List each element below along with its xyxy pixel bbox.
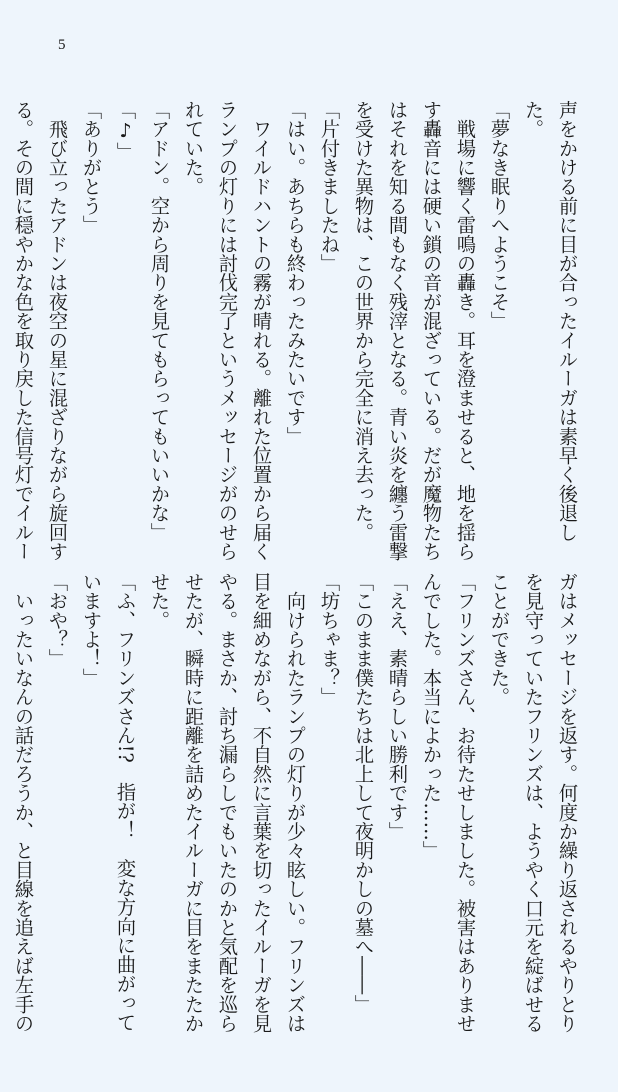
text-line: やる。まさか、討ち漏らしでもいたのかと気配を巡ら bbox=[216, 572, 239, 1033]
text-line: ランプの灯りには討伐完了というメッセージがのせら bbox=[216, 100, 239, 561]
text-line: ことができた。 bbox=[488, 572, 511, 707]
text-line: を受けた異物は、この世界から完全に消え去った。 bbox=[352, 100, 375, 542]
text-line: 「ありがとう」 bbox=[80, 100, 103, 235]
text-line: 「♪」 bbox=[114, 100, 137, 162]
text-line: 向けられたランプの灯りが少々眩しい。フリンズは bbox=[284, 572, 307, 1033]
text-line: 「片付きましたね」 bbox=[318, 100, 341, 273]
text-line: 「夢なき眠りへようこそ」 bbox=[488, 100, 511, 331]
text-line: 「ええ、素晴らしい勝利です」 bbox=[386, 572, 409, 841]
text-line: 目を細めながら、不自然に言葉を切ったイルーガを見 bbox=[250, 572, 273, 1033]
text-line: せたが、瞬時に距離を詰めたイルーガに目をまたたか bbox=[182, 572, 205, 1033]
text-line: んでした。本当によかった……」 bbox=[420, 572, 443, 860]
text-line: いますよ！」 bbox=[80, 572, 103, 688]
text-block-top bbox=[12, 100, 584, 561]
text-line: ワイルドハントの霧が晴れる。離れた位置から届く bbox=[250, 100, 273, 561]
text-line: 「おや？」 bbox=[46, 572, 69, 668]
text-line: 戦場に響く雷鳴の轟き。耳を澄ませると、地を揺ら bbox=[454, 100, 477, 561]
text-line: 「フリンズさん、お待たせしました。被害はありませ bbox=[454, 572, 477, 1033]
text-line: 「ふ、フリンズさん!? 指が！ 変な方向に曲がって bbox=[114, 572, 137, 1032]
text-line: 声をかける前に目が合ったイルーガは素早く後退し bbox=[556, 100, 579, 542]
text-line: る。その間に穏やかな色を取り戻した信号灯でイルー bbox=[12, 100, 35, 561]
text-line: す轟音には硬い鎖の音が混ざっている。だが魔物たち bbox=[420, 100, 443, 561]
text-line: 「アドン。空から周りを見てもらってもいいかな」 bbox=[148, 100, 171, 542]
text-line: 「坊ちゃま？」 bbox=[318, 572, 341, 707]
text-line: 飛び立ったアドンは夜空の星に混ざりながら旋回す bbox=[46, 100, 69, 561]
text-line: せた。 bbox=[148, 572, 171, 630]
text-line: れていた。 bbox=[182, 100, 205, 196]
text-line: ガはメッセージを返す。何度か繰り返されるやりとり bbox=[556, 572, 579, 1033]
text-line: 「はい。あちらも終わったみたいです」 bbox=[284, 100, 307, 446]
text-line: た。 bbox=[522, 100, 545, 139]
text-line: いったいなんの話だろうか、と目線を追えば左手の bbox=[12, 572, 35, 1033]
text-block-bottom bbox=[12, 572, 584, 1033]
text-line: を見守っていたフリンズは、ようやく口元を綻ばせる bbox=[522, 572, 545, 1033]
text-line: 「このまま僕たちは北上して夜明かしの墓へ――」 bbox=[352, 572, 375, 1014]
text-line: はそれを知る間もなく残滓となる。青い炎を纏う雷撃 bbox=[386, 100, 409, 561]
page-number: 5 bbox=[58, 37, 66, 53]
